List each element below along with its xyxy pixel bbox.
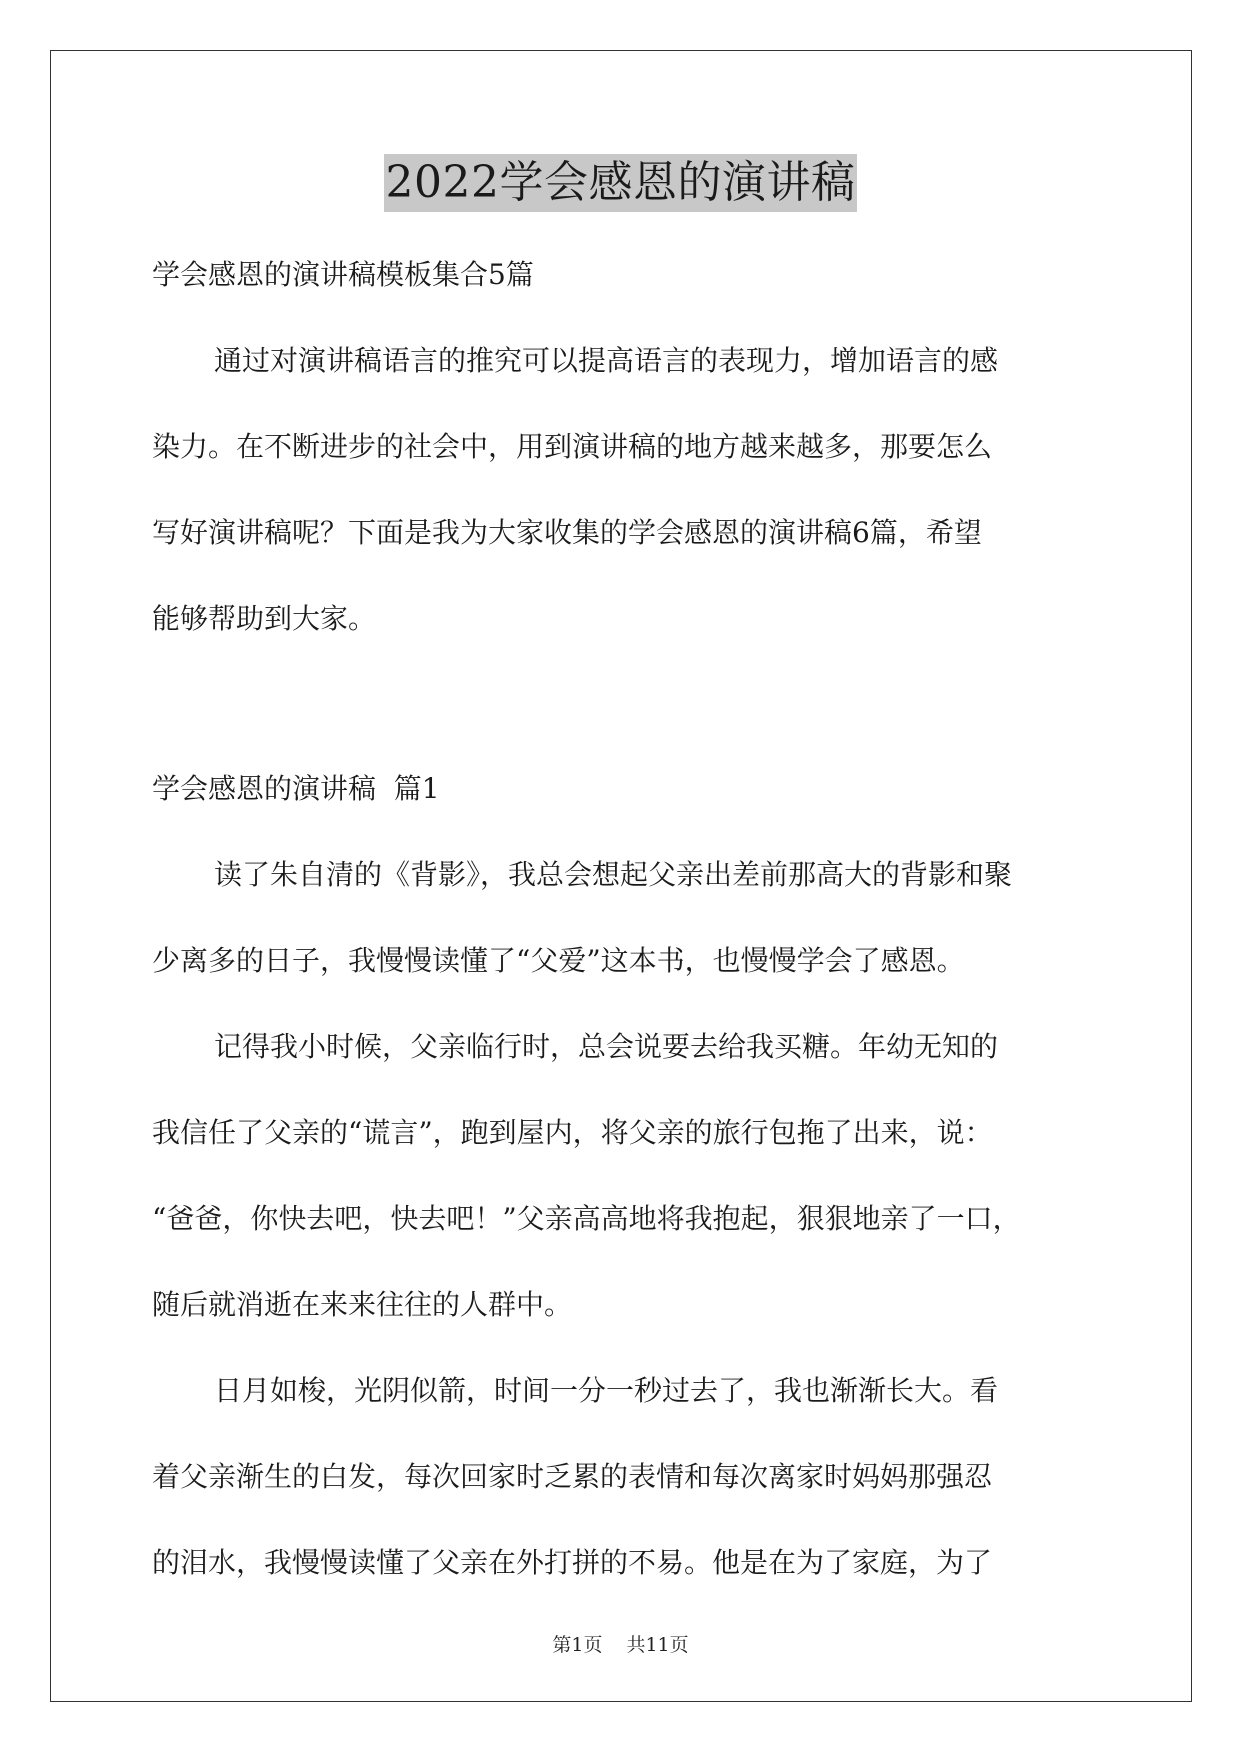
para3-line: 着父亲渐生的白发，每次回家时乏累的表情和每次离家时妈妈那强忍	[152, 1460, 993, 1493]
para3-line: 日月如梭，光阴似箭，时间一分一秒过去了，我也渐渐长大。看	[214, 1374, 999, 1407]
para1-line: 读了朱自清的《背影》，我总会想起父亲出差前那高大的背影和聚	[214, 858, 1013, 891]
page-number: 第1页	[552, 1634, 603, 1656]
page-footer	[0, 1630, 1241, 1657]
page-total: 共11页	[626, 1634, 689, 1656]
para2-line: “爸爸，你快去吧，快去吧！”父亲高高地将我抱起，狠狠地亲了一口，	[152, 1202, 1021, 1235]
document-body	[152, 232, 1092, 1606]
intro-line: 染力。在不断进步的社会中，用到演讲稿的地方越来越多，那要怎么	[152, 430, 993, 463]
para1-line: 少离多的日子，我慢慢读懂了“父爱”这本书，也慢慢学会了感恩。	[152, 944, 965, 977]
para2-line: 随后就消逝在来来往往的人群中。	[152, 1288, 573, 1321]
intro-line: 通过对演讲稿语言的推究可以提高语言的表现力，增加语言的感	[214, 344, 999, 377]
title-wrap	[0, 154, 1241, 212]
intro-line: 写好演讲稿呢？下面是我为大家收集的学会感恩的演讲稿6篇，希望	[152, 516, 982, 549]
para2-line: 我信任了父亲的“谎言”，跑到屋内，将父亲的旅行包拖了出来，说：	[152, 1116, 993, 1149]
paragraph-gap	[152, 662, 1092, 746]
intro-line: 能够帮助到大家。	[152, 602, 377, 635]
document-title: 2022学会感恩的演讲稿	[384, 154, 858, 212]
section-heading: 学会感恩的演讲稿 篇1	[152, 772, 440, 805]
para2-line: 记得我小时候，父亲临行时，总会说要去给我买糖。年幼无知的	[214, 1030, 999, 1063]
subtitle: 学会感恩的演讲稿模板集合5篇	[152, 258, 534, 291]
para3-line: 的泪水，我慢慢读懂了父亲在外打拼的不易。他是在为了家庭，为了	[152, 1546, 993, 1579]
